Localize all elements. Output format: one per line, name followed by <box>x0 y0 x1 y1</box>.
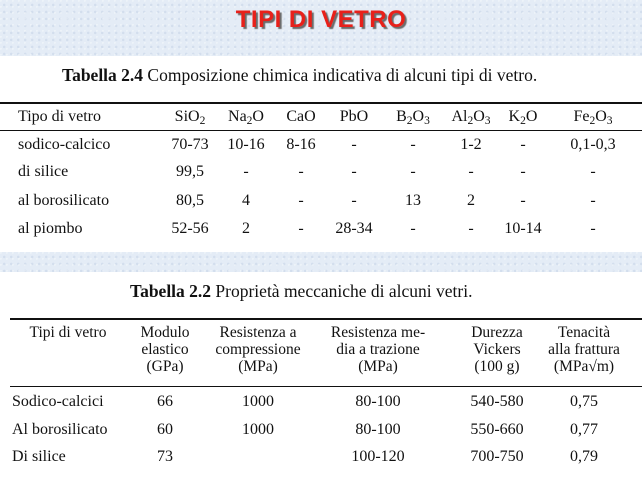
table-cell: 28-34 <box>335 220 373 237</box>
table-cell: - <box>243 163 249 180</box>
header-text: PbO <box>339 108 369 125</box>
caption-label: Tabella 2.4 <box>62 65 144 85</box>
header-line: Durezza <box>471 324 523 341</box>
table-rule-top <box>0 102 642 104</box>
slide-title: TIPI DI VETRO <box>235 6 407 33</box>
header-text: O <box>525 108 538 125</box>
table-cell: 550-660 <box>470 421 524 438</box>
table-cell: - <box>590 220 596 237</box>
column-header <box>175 109 206 125</box>
table-cell: 80-100 <box>355 421 401 438</box>
caption-text: Composizione chimica indicativa di alcuni tipi di vetro. <box>147 65 538 85</box>
table-cell: 1-2 <box>460 136 482 153</box>
header-line: Resistenza a <box>219 324 297 341</box>
table-cell: 1000 <box>242 421 274 438</box>
column-header <box>30 324 107 341</box>
header-subscript: 2 <box>589 114 596 127</box>
header-line: Modulo <box>140 324 190 341</box>
table-cell: - <box>351 163 357 180</box>
header-line: Resistenza me- <box>330 324 426 341</box>
table-cell: 1000 <box>242 393 274 410</box>
table-cell: - <box>410 163 416 180</box>
header-line: (MPa) <box>238 358 278 375</box>
header-subscript: 2 <box>199 114 206 127</box>
table-cell: 2 <box>467 192 475 209</box>
table-cell: 10-16 <box>227 136 265 153</box>
table-cell: - <box>351 192 357 209</box>
header-subscript: 2 <box>520 114 526 127</box>
header-text: Al <box>451 108 468 125</box>
table-cell: 0,77 <box>570 421 598 438</box>
table-cell: - <box>590 192 596 209</box>
header-text: K <box>508 108 521 125</box>
header-text: B <box>396 108 407 125</box>
table-cell: - <box>520 192 526 209</box>
header-line: elastico <box>141 341 189 358</box>
table-cell: 80,5 <box>176 192 204 209</box>
header-line: (MPa) <box>358 358 398 375</box>
header-text: Fe <box>573 108 590 125</box>
column-header <box>340 109 368 125</box>
table-cell: 4 <box>242 192 250 209</box>
header-subscript: 2 <box>246 114 253 127</box>
table-cell: 8-16 <box>286 136 316 153</box>
header-line: dia a trazione <box>336 341 420 358</box>
row-label: Di silice <box>12 448 66 465</box>
composition-table-panel <box>0 56 642 252</box>
caption-label: Tabella 2.2 <box>130 281 212 301</box>
column-header <box>228 109 264 125</box>
header-line: Tenacità <box>557 324 611 341</box>
mechanical-table-panel <box>0 272 642 482</box>
row-label: Sodico-calcici <box>12 393 104 410</box>
table-cell: 73 <box>157 448 173 465</box>
column-header <box>451 109 490 125</box>
table-cell: 0,79 <box>570 448 598 465</box>
row-label: Al borosilicato <box>12 421 108 438</box>
column-header <box>509 109 538 125</box>
caption-text: Proprietà meccaniche di alcuni vetri. <box>215 281 473 301</box>
table-cell: 70-73 <box>171 136 209 153</box>
table-cell: - <box>298 163 304 180</box>
header-line: compressione <box>215 341 301 358</box>
table-rule-header <box>10 386 642 387</box>
column-header <box>396 109 430 125</box>
column-header <box>286 109 315 125</box>
header-line: alla frattura <box>548 341 620 358</box>
mechanical-table-caption <box>130 281 472 302</box>
header-subscript: 2 <box>406 114 413 127</box>
header-text: Na <box>228 108 247 125</box>
table-cell: - <box>298 192 304 209</box>
table-cell: - <box>590 163 596 180</box>
table-cell: 10-14 <box>504 220 542 237</box>
table-rule-header <box>0 130 642 131</box>
row-label: sodico-calcico <box>18 136 111 153</box>
table-cell: 60 <box>157 421 173 438</box>
header-line: Vickers <box>473 341 521 358</box>
table-cell: 52-56 <box>171 220 209 237</box>
table-cell: - <box>351 136 357 153</box>
header-line: Tipi di vetro <box>29 324 107 341</box>
row-label: al borosilicato <box>18 192 110 209</box>
column-header <box>548 324 620 375</box>
header-subscript: 2 <box>467 114 474 127</box>
table-cell: - <box>410 220 416 237</box>
table-cell: 66 <box>157 393 173 410</box>
header-text: O <box>252 108 264 125</box>
column-header <box>18 109 101 125</box>
table-cell: 2 <box>242 220 250 237</box>
table-cell: 540-580 <box>470 393 524 410</box>
table-cell: 99,5 <box>176 163 204 180</box>
table-cell: 100-120 <box>351 448 405 465</box>
column-header <box>140 324 189 375</box>
composition-table-caption <box>62 65 537 86</box>
header-text: O <box>412 108 425 125</box>
table-cell: - <box>468 220 474 237</box>
table-cell: - <box>468 163 474 180</box>
table-cell: 80-100 <box>355 393 401 410</box>
header-subscript: 3 <box>606 114 613 127</box>
column-header <box>215 324 300 375</box>
header-text: O <box>595 108 607 125</box>
table-cell: - <box>520 136 526 153</box>
table-cell: 13 <box>405 192 421 209</box>
column-header <box>331 324 425 375</box>
header-line: (GPa) <box>146 358 184 375</box>
table-cell: 0,1-0,3 <box>570 136 616 153</box>
row-label: al piombo <box>18 220 83 237</box>
column-header <box>573 109 612 125</box>
row-label: di silice <box>18 163 69 180</box>
header-subscript: 3 <box>424 114 430 127</box>
header-text: SiO <box>174 108 200 125</box>
column-header <box>471 324 523 375</box>
table-cell: - <box>410 136 416 153</box>
header-text: CaO <box>286 108 316 125</box>
table-rule-top <box>10 318 642 320</box>
table-cell: 700-750 <box>470 448 524 465</box>
header-line: (MPa√m) <box>553 358 615 375</box>
table-cell: - <box>298 220 304 237</box>
header-text: O <box>473 108 485 125</box>
table-cell: - <box>520 163 526 180</box>
header-subscript: 3 <box>484 114 491 127</box>
header-line: (100 g) <box>474 358 520 375</box>
header-text: Tipo di vetro <box>18 108 101 125</box>
table-cell: 0,75 <box>570 393 598 410</box>
